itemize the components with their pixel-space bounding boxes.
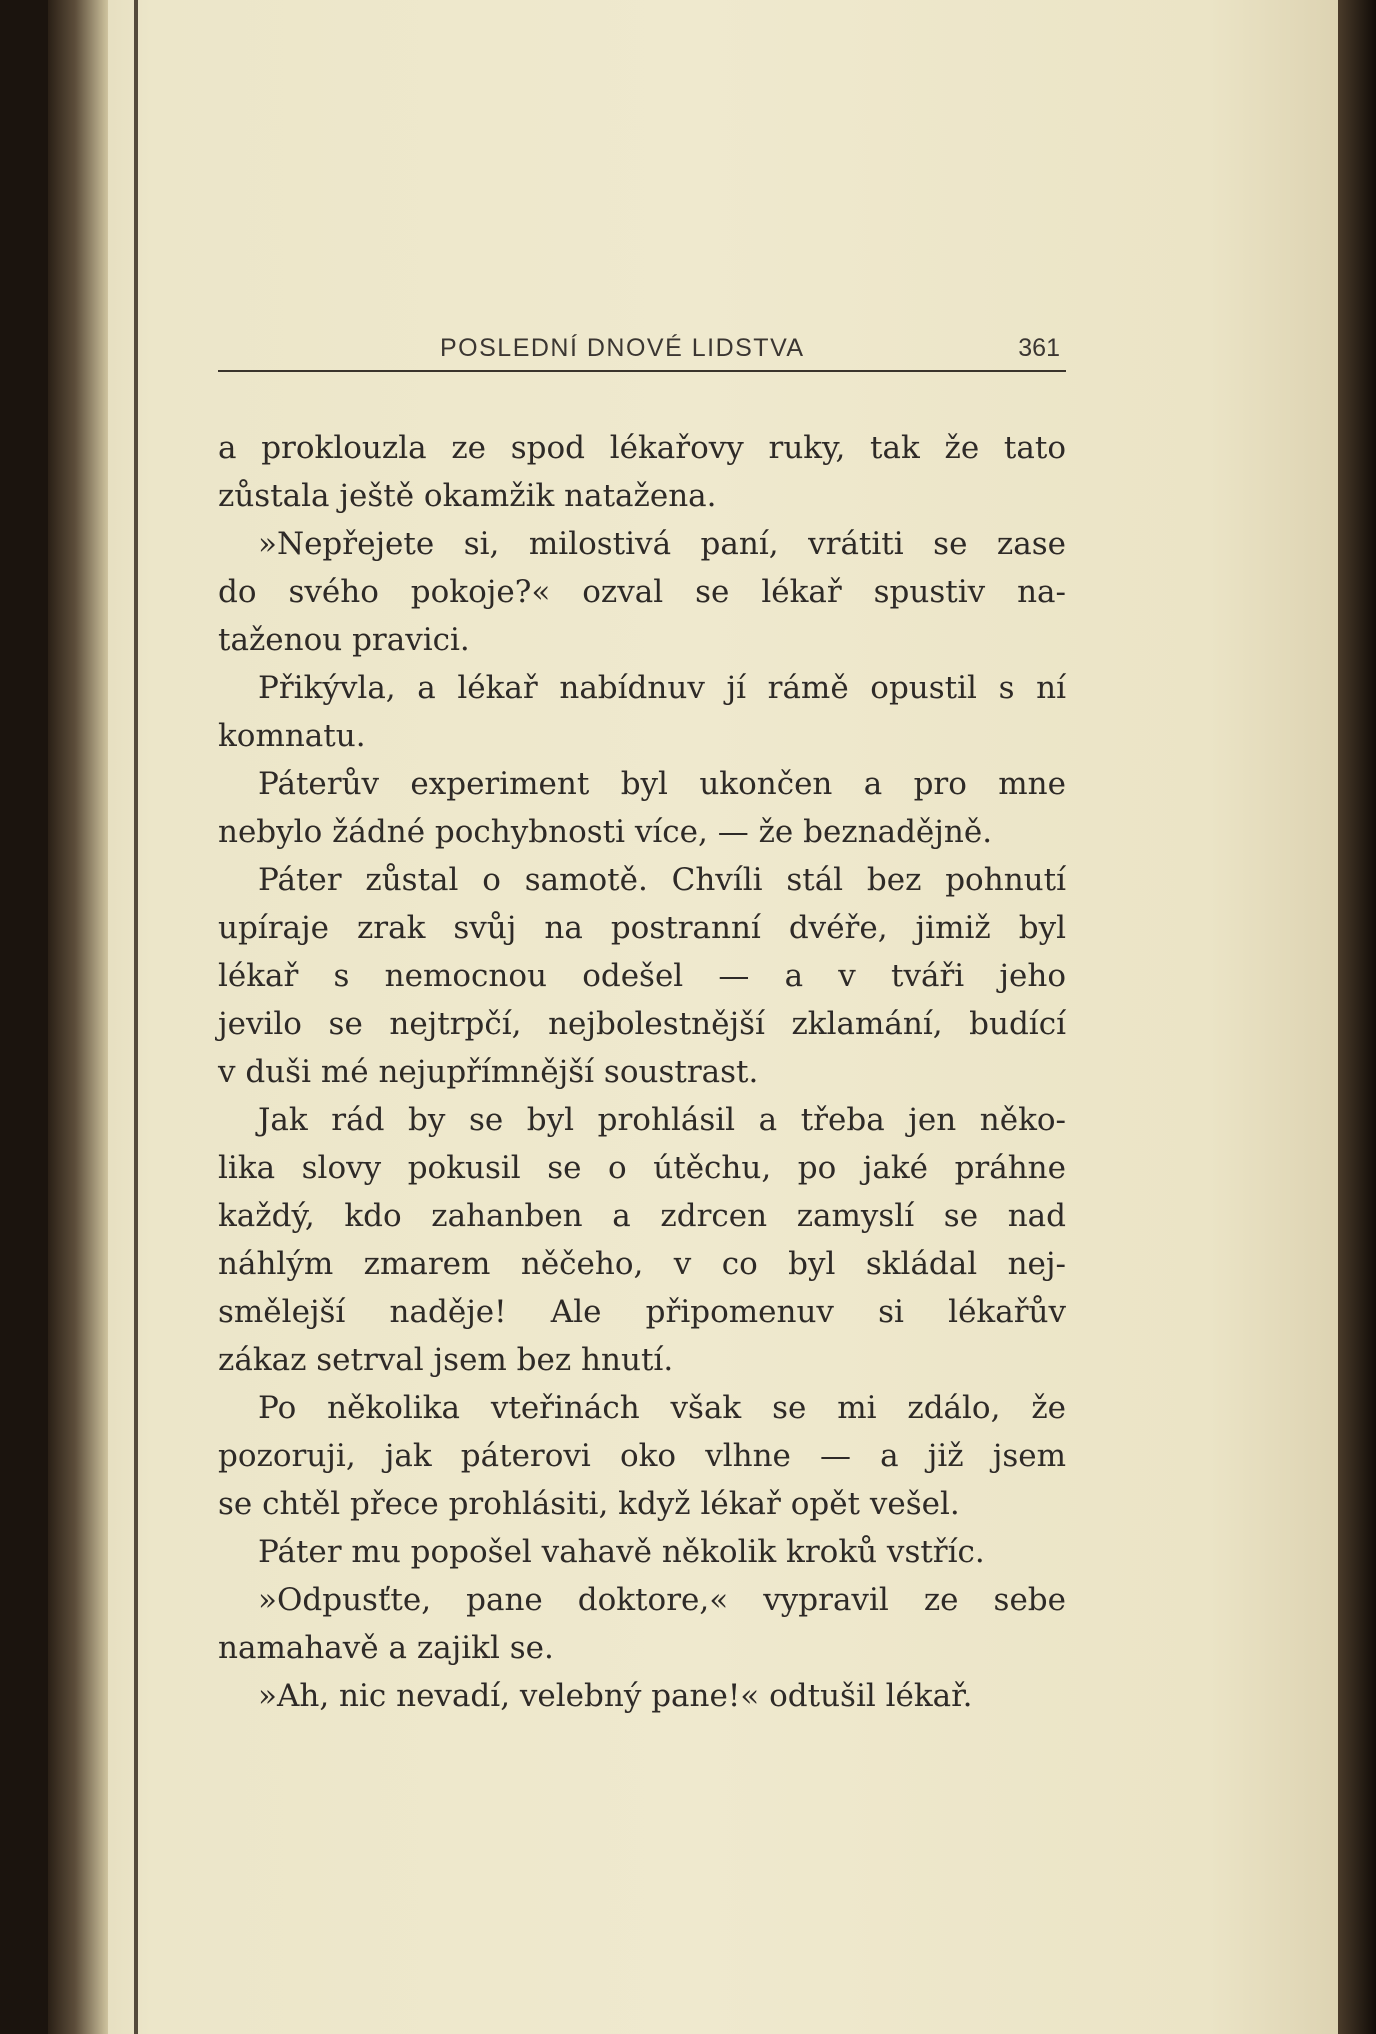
body-text bbox=[218, 424, 1066, 1720]
text-line: Páter mu popošel vahavě několik kroků vstříc. bbox=[258, 1534, 985, 1570]
page-edge-shadow bbox=[1338, 0, 1376, 2034]
binding-fold-line bbox=[134, 0, 138, 2034]
text-line: taženou pravici. bbox=[218, 622, 470, 658]
text-line: zákaz setrval jsem bez hnutí. bbox=[218, 1342, 674, 1378]
text-line: Páterův experiment byl ukončen a pro mne bbox=[258, 766, 1066, 802]
page-number: 361 bbox=[1018, 334, 1060, 362]
text-line: »Nepřejete si, milostivá paní, vrátiti se zase bbox=[258, 526, 1066, 562]
running-header bbox=[218, 330, 1066, 372]
text-line: lékař s nemocnou odešel — a v tváři jeho bbox=[218, 958, 1066, 994]
text-line: »Ah, nic nevadí, velebný pane!« odtušil lékař. bbox=[258, 1678, 973, 1714]
book-binding-shadow bbox=[48, 0, 108, 2034]
text-line: se chtěl přece prohlásiti, když lékař opět vešel. bbox=[218, 1486, 960, 1522]
running-title: POSLEDNÍ DNOVÉ LIDSTVA bbox=[440, 334, 805, 362]
text-line: upíraje zrak svůj na postranní dvéře, jimiž byl bbox=[218, 910, 1066, 946]
text-line: pozoruji, jak páterovi oko vlhne — a již jsem bbox=[218, 1438, 1066, 1474]
text-line: namahavě a zajikl se. bbox=[218, 1630, 554, 1666]
text-line: nebylo žádné pochybnosti více, — že beznadějně. bbox=[218, 814, 993, 850]
text-line: Po několika vteřinách však se mi zdálo, že bbox=[258, 1390, 1066, 1426]
text-line: v duši mé nejupřímnější soustrast. bbox=[218, 1054, 759, 1090]
text-line: smělejší naděje! Ale připomenuv si lékařův bbox=[218, 1294, 1066, 1330]
text-line: jevilo se nejtrpčí, nejbolestnější zklamání, budící bbox=[218, 1006, 1066, 1042]
text-line: Páter zůstal o samotě. Chvíli stál bez pohnutí bbox=[258, 862, 1066, 898]
text-line: lika slovy pokusil se o útěchu, po jaké práhne bbox=[218, 1150, 1066, 1186]
text-line: každý, kdo zahanben a zdrcen zamyslí se nad bbox=[218, 1198, 1066, 1234]
text-line: »Odpusťte, pane doktore,« vypravil ze sebe bbox=[258, 1582, 1066, 1618]
text-line: zůstala ještě okamžik natažena. bbox=[218, 478, 717, 514]
text-line: Přikývla, a lékař nabídnuv jí rámě opustil s ní bbox=[258, 670, 1066, 706]
text-line: Jak rád by se byl prohlásil a třeba jen něko- bbox=[258, 1102, 1066, 1138]
text-line: komnatu. bbox=[218, 718, 366, 754]
text-line: náhlým zmarem něčeho, v co byl skládal nej- bbox=[218, 1246, 1066, 1282]
text-line: a proklouzla ze spod lékařovy ruky, tak že tato bbox=[218, 430, 1066, 466]
text-line: do svého pokoje?« ozval se lékař spustiv na- bbox=[218, 574, 1066, 610]
